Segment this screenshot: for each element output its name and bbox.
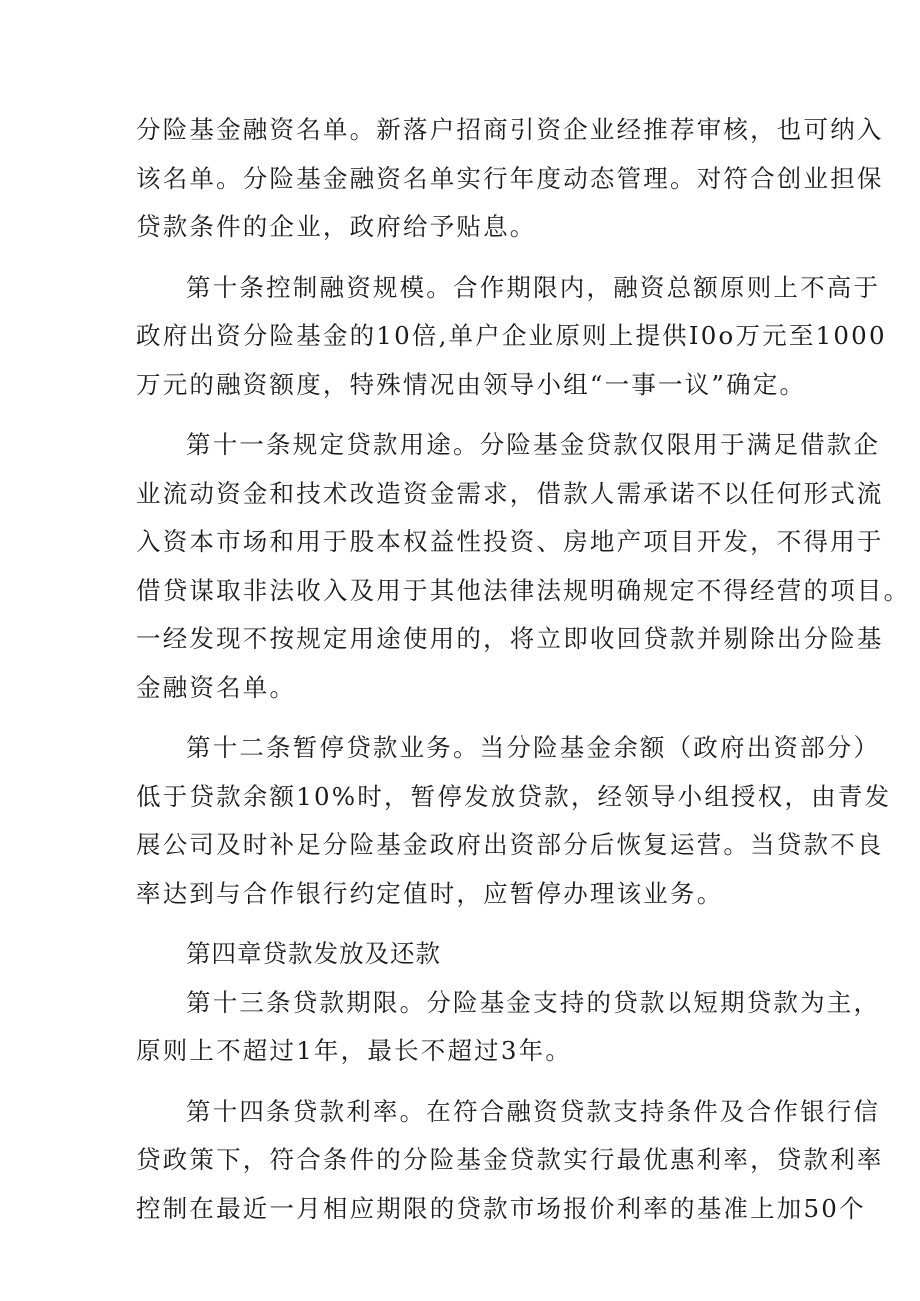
- text-line: 政府出资分险基金的10倍,单户企业原则上提供I0o万元至1000: [136, 321, 887, 350]
- article-13-first-line: 第十三条贷款期限。分险基金支持的贷款以短期贷款为主，: [186, 987, 881, 1017]
- text-line: 原则上不超过1年，最长不超过3年。: [136, 1036, 573, 1065]
- article-11-first-line: 第十一条规定贷款用途。分险基金贷款仅限用于满足借款企: [186, 430, 881, 459]
- article-12-first-line: 第十二条暂停贷款业务。当分险基金余额（政府出资部分）: [186, 733, 881, 762]
- text-line: 一经发现不按规定用途使用的，将立即收回贷款并剔除出分险基: [136, 624, 884, 653]
- text-line: 该名单。分险基金融资名单实行年度动态管理。对符合创业担保: [136, 163, 884, 193]
- chapter-4-heading: 第四章贷款发放及还款: [186, 939, 441, 968]
- text-line: 入资本市场和用于股本权益性投资、房地产项目开发，不得用于: [136, 527, 884, 556]
- text-line: 借贷谋取非法收入及用于其他法律法规明确规定不得经营的项目。: [136, 575, 911, 605]
- article-14-first-line: 第十四条贷款利率。在符合融资贷款支持条件及合作银行信: [186, 1096, 881, 1126]
- text-line: 万元的融资额度，特殊情况由领导小组“一事一议”确定。: [136, 369, 807, 399]
- text-line: 贷款条件的企业，政府给予贴息。: [136, 212, 537, 241]
- text-line: 业流动资金和技术改造资金需求，借款人需承诺不以任何形式流: [136, 478, 884, 508]
- text-line: 金融资名单。: [136, 672, 297, 702]
- document-body: [136, 106, 911, 1233]
- text-line: 低于贷款余额10%时，暂停发放贷款，经领导小组授权，由青发: [136, 781, 892, 811]
- article-10-first-line: 第十条控制融资规模。合作期限内，融资总额原则上不高于: [186, 272, 881, 302]
- text-line: 贷政策下，符合条件的分险基金贷款实行最优惠利率，贷款利率: [136, 1145, 884, 1174]
- text-line: 控制在最近一月相应期限的贷款市场报价利率的基准上加50个: [136, 1193, 866, 1223]
- text-line: 分险基金融资名单。新落户招商引资企业经推荐审核，也可纳入: [136, 115, 884, 144]
- text-line: 率达到与合作银行约定值时，应暂停办理该业务。: [136, 878, 724, 908]
- text-line: 展公司及时补足分险基金政府出资部分后恢复运营。当贷款不良: [136, 830, 884, 859]
